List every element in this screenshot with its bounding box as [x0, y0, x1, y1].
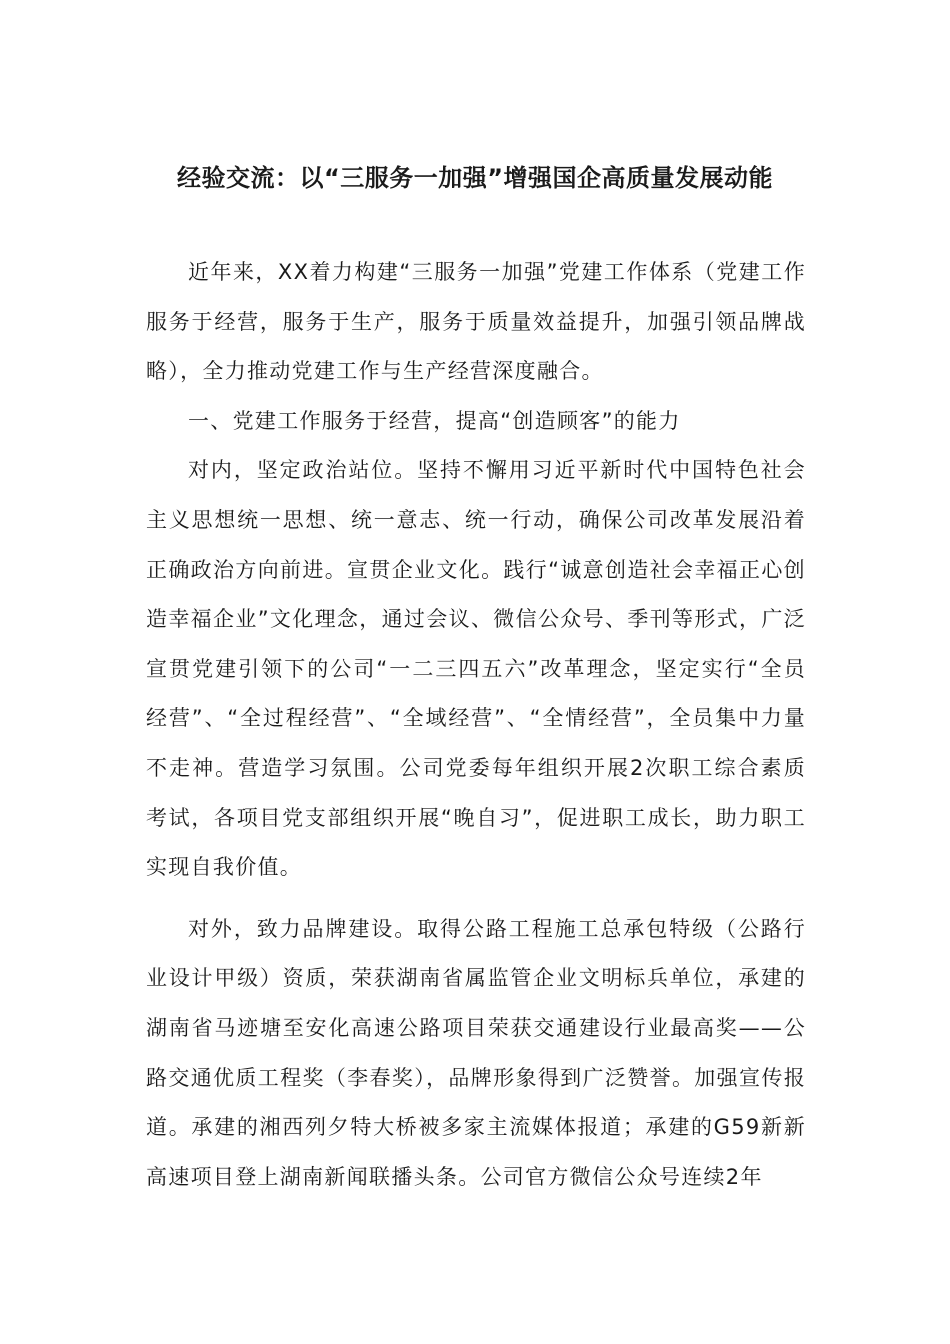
intro-paragraph: 近年来，XX着力构建“三服务一加强”党建工作体系（党建工作服务于经营，服务于生产，服务于质量效益提升，加强引领品牌战略），全力推动党建工作与生产经营深度融合。: [146, 260, 806, 384]
external-paragraph: 对外，致力品牌建设。取得公路工程施工总承包特级（公路行业设计甲级）资质，荣获湖南省属监管企业文明标兵单位，承建的湖南省马迹塘至安化高速公路项目荣获交通建设行业最高奖——公路交通优质工程奖（李春奖），品牌形象得到广泛赞誉。加强宣传报道。承建的湘西列夕特大桥被多家主流媒体报道；承建的G59新新高速项目登上湖南新闻联播头条。公司官方微信公众号连续2年: [146, 916, 806, 1189]
internal-paragraph: 对内，坚定政治站位。坚持不懈用习近平新时代中国特色社会主义思想统一思想、统一意志、统一行动，确保公司改革发展沿着正确政治方向前进。宣贯企业文化。践行“诚意创造社会幸福正心创造幸福企业”文化理念，通过会议、微信公众号、季刊等形式，广泛宣贯党建引领下的公司“一二三四五六”改革理念，坚定实行“全员经营”、“全过程经营”、“全域经营”、“全情经营”，全员集中力量不走神。营造学习氛围。公司党委每年组织开展2次职工综合素质考试，各项目党支部组织开展“晚自习”，促进职工成长，助力职工实现自我价值。: [146, 458, 806, 880]
document-body: [146, 248, 806, 1202]
section-heading-1: 一、党建工作服务于经营，提高“创造顾客”的能力: [188, 408, 681, 433]
document-title: 经验交流：以“三服务一加强”增强国企高质量发展动能: [176, 164, 774, 192]
